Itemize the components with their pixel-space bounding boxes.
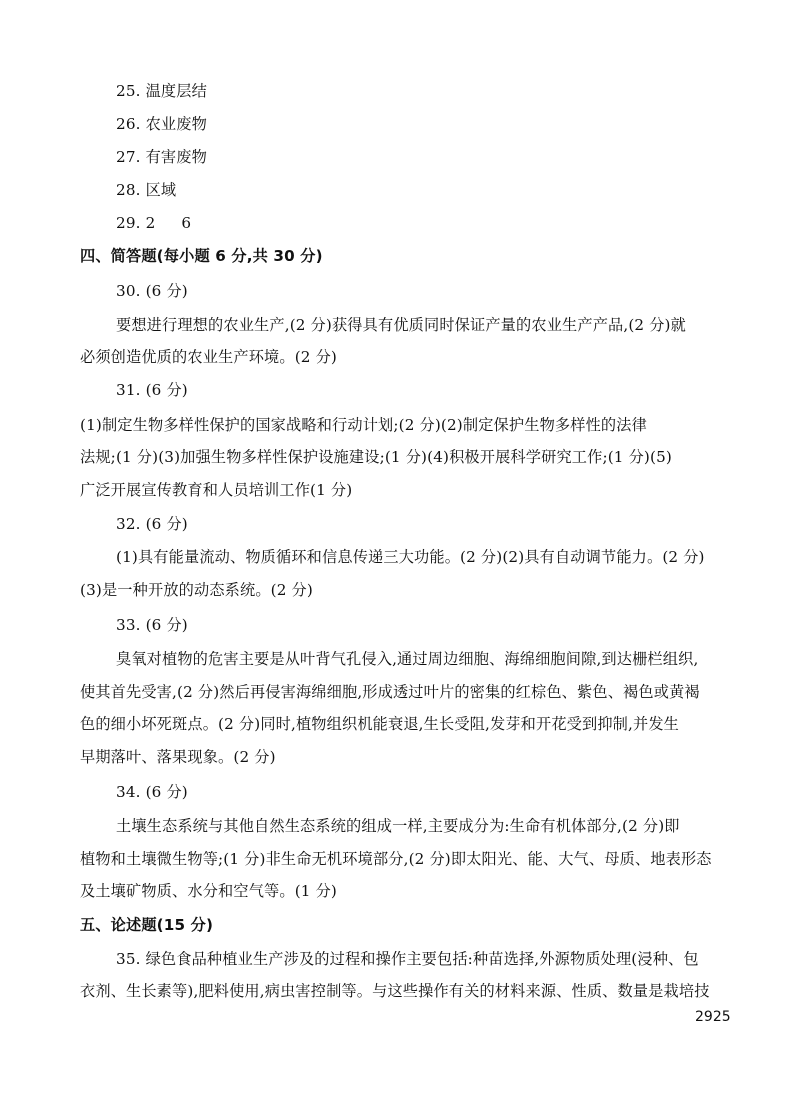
q33-label: 33. (6 分) [116,616,188,634]
q33-line-4: 早期落叶、落果现象。(2 分) [80,748,276,766]
page-number: 2925 [695,1009,731,1025]
q31-line-1: (1)制定生物多样性保护的国家战略和行动计划;(2 分)(2)制定保护生物多样性的法律 [80,416,647,434]
q35-line-2: 衣剂、生长素等),肥料使用,病虫害控制等。与这些操作有关的材料来源、性质、数量是栽培技 [80,982,710,1000]
section-5-title: 五、论述题(15 分) [80,916,214,934]
q34-line-3: 及土壤矿物质、水分和空气等。(1 分) [80,882,338,900]
q33-line-3: 色的细小坏死斑点。(2 分)同时,植物组织机能衰退,生长受阻,发芽和开花受到抑制,并发生 [80,715,680,733]
answer-29-value: 6 [181,214,192,232]
q33-line-1: 臭氧对植物的危害主要是从叶背气孔侵入,通过周边细胞、海绵细胞间隙,到达栅栏组织, [116,650,699,668]
q32-line-1: (1)具有能量流动、物质循环和信息传递三大功能。(2 分)(2)具有自动调节能力。(2 分) [116,548,705,566]
q31-line-2: 法规;(1 分)(3)加强生物多样性保护设施建设;(1 分)(4)积极开展科学研究工作;(1 分)(5) [80,448,672,466]
answer-26: 26. 农业废物 [116,115,207,133]
q30-line-2: 必须创造优质的农业生产环境。(2 分) [80,348,338,366]
answer-29 [116,207,191,239]
q34-label: 34. (6 分) [116,783,188,801]
q35-line-1: 35. 绿色食品种植业生产涉及的过程和操作主要包括:种苗选择,外源物质处理(浸种、包 [116,950,699,968]
q31-line-3: 广泛开展宣传教育和人员培训工作(1 分) [80,481,353,499]
answer-28: 28. 区域 [116,181,177,199]
answer-27: 27. 有害废物 [116,148,207,166]
answer-25: 25. 温度层结 [116,82,207,100]
q33-line-2: 使其首先受害,(2 分)然后再侵害海绵细胞,形成透过叶片的密集的红棕色、紫色、褐色或黄褐 [80,683,700,701]
q32-label: 32. (6 分) [116,515,188,533]
q34-line-2: 植物和土壤微生物等;(1 分)非生命无机环境部分,(2 分)即太阳光、能、大气、母质、地表形态 [80,850,712,868]
section-4-title: 四、简答题(每小题 6 分,共 30 分) [80,247,323,265]
q32-line-2: (3)是一种开放的动态系统。(2 分) [80,581,313,599]
q31-label: 31. (6 分) [116,381,188,399]
q34-line-1: 土壤生态系统与其他自然生态系统的组成一样,主要成分为:生命有机体部分,(2 分)即 [116,817,680,835]
answer-29-number: 29. 2 [116,214,156,232]
q30-line-1: 要想进行理想的农业生产,(2 分)获得具有优质同时保证产量的农业生产产品,(2 分)就 [116,316,686,334]
q30-label: 30. (6 分) [116,282,188,300]
